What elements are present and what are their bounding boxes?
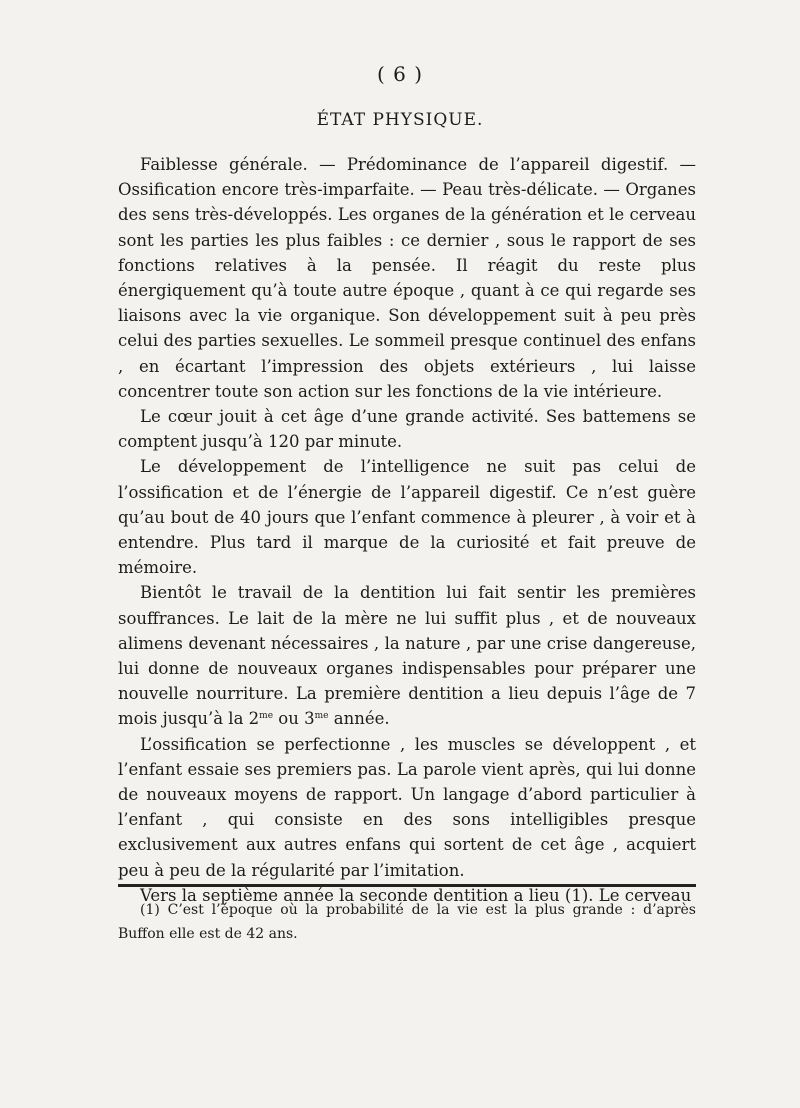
paragraph: Le cœur jouit à cet âge d’une grande activité. Ses battemens se comptent jusqu’à 120 par minute. <box>118 407 696 452</box>
conjunction: ou <box>278 709 299 729</box>
paragraph: Le développement de l’intelligence ne suit pas celui de l’ossification et de l’énergie de l’appareil digestif. Ce n’est guère qu’au bout de 40 jours que l’enfant commence à pleurer , à voir et à entendre. Plus tard il marque de la curiosité et fait preuve de mémoire. <box>118 457 696 578</box>
paragraph-text: Bientôt le travail de la dentition lui fait sentir les premières souffrances. Le lait de la mère ne lui suffit plus , et de nouveaux alimens devenant nécessaires , la nature , par une crise dangereuse, lui donne de nouveaux organes indispensables pour préparer une nouvelle nourriture. La première dentition a lieu depuis l’âge de 7 mois jusqu’à la <box>118 583 696 729</box>
paragraph: Faiblesse générale. — Prédominance de l’appareil digestif. — Ossification encore très-imparfaite. — Peau très-délicate. — Organes des sens très-développés. Les organes de la génération et le cerveau sont les parties les plus faibles : ce dernier , sous le rapport de ses fonctions relatives à la pensée. Il réagit du reste plus énergiquement qu’à toute autre époque , quant à ce qui regarde ses liaisons avec la vie organique. Son développement suit à peu près celui des parties sexuelles. Le sommeil presque continuel des enfans , en écartant l’impression des objets extérieurs , lui laisse concentrer toute son action sur les fonctions de la vie intérieure. <box>118 155 696 401</box>
paragraph-dentition <box>118 580 696 731</box>
paragraph: Vers la septième année la seconde dentition a lieu (1). Le cerveau <box>140 885 692 905</box>
paragraph-tail: année. <box>333 709 390 729</box>
page-number: ( 6 ) <box>376 62 424 86</box>
body-text <box>118 152 696 908</box>
footnote <box>118 898 696 946</box>
ordinal-suffix: me <box>259 711 274 722</box>
footnote-divider <box>118 884 696 887</box>
footnote-text: (1) C’est l’époque où la probabilité de la vie est la plus grande : d’après Buffon elle est de 42 ans. <box>118 902 696 942</box>
ordinal-number: 3 <box>304 709 315 729</box>
paragraph: L’ossification se perfectionne , les muscles se développent , et l’enfant essaie ses premiers pas. La parole vient après, qui lui donne de nouveaux moyens de rapport. Un langage d’abord particulier à l’enfant , qui consiste en des sons intelligibles presque exclusivement aux autres enfans qui sortent de cet âge , acquiert peu à peu de la régularité par l’imitation. <box>118 734 696 880</box>
ordinal-suffix: me <box>314 711 329 722</box>
section-title: ÉTAT PHYSIQUE. <box>316 110 484 130</box>
ordinal-number: 2 <box>248 709 260 729</box>
